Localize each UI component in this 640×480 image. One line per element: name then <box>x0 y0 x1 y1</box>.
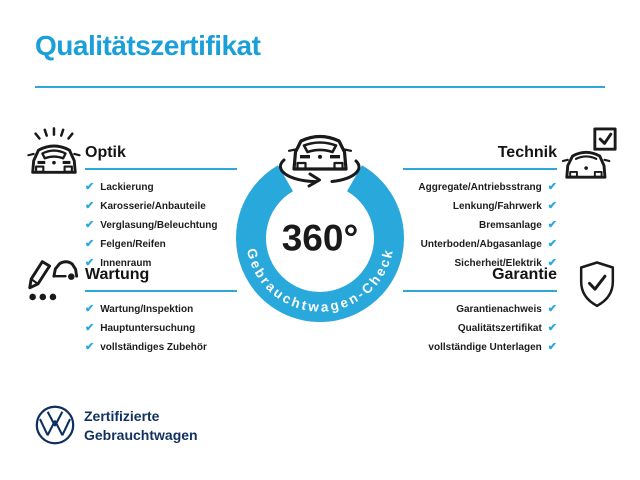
check-icon: ✔ <box>85 303 95 315</box>
item-label: Hauptuntersuchung <box>100 323 196 334</box>
section-wartung-list <box>85 300 237 357</box>
list-item <box>403 178 557 197</box>
section-technik-divider <box>403 168 557 170</box>
check-icon: ✔ <box>85 322 95 334</box>
section-garantie-list <box>403 300 557 357</box>
list-item <box>403 216 557 235</box>
list-item <box>403 319 557 338</box>
item-label: Lenkung/Fahrwerk <box>452 201 542 212</box>
shield-check-icon <box>572 258 622 312</box>
check-icon: ✔ <box>85 238 95 250</box>
section-technik-list <box>403 178 557 273</box>
item-label: Unterboden/Abgasanlage <box>420 239 542 250</box>
item-label: Aggregate/Antriebsstrang <box>418 182 542 193</box>
item-label: Karosserie/Anbauteile <box>100 201 206 212</box>
section-wartung <box>85 266 237 357</box>
list-item <box>85 197 237 216</box>
check-icon: ✔ <box>547 341 557 353</box>
rotating-car-icon <box>270 119 370 189</box>
section-optik-title: Optik <box>85 144 126 161</box>
shiny-car-icon <box>24 124 82 182</box>
brand-line2: Gebrauchtwagen <box>84 427 198 443</box>
ring-curved-text: Gebrauchtwagen-Check <box>244 246 396 315</box>
section-technik-title: Technik <box>497 144 557 161</box>
degree-label: 360° <box>281 217 359 259</box>
list-item <box>85 216 237 235</box>
list-item <box>85 338 237 357</box>
item-label: Qualitätszertifikat <box>457 323 542 334</box>
check-icon: ✔ <box>547 219 557 231</box>
item-label: vollständiges Zubehör <box>100 342 207 353</box>
check-icon: ✔ <box>547 181 557 193</box>
item-label: Verglasung/Beleuchtung <box>100 220 218 231</box>
check-icon: ✔ <box>85 257 95 269</box>
section-optik <box>85 144 237 273</box>
list-item <box>403 300 557 319</box>
section-wartung-divider <box>85 290 237 292</box>
check-icon: ✔ <box>547 200 557 212</box>
list-item <box>403 338 557 357</box>
check-icon: ✔ <box>547 238 557 250</box>
item-label: Garantienachweis <box>456 304 542 315</box>
vw-logo <box>34 404 76 446</box>
list-item <box>85 300 237 319</box>
brand-text <box>84 407 198 445</box>
item-label: Wartung/Inspektion <box>100 304 194 315</box>
list-item <box>85 319 237 338</box>
item-label: Sicherheit/Elektrik <box>454 258 542 269</box>
check-icon: ✔ <box>85 181 95 193</box>
inspection-pencil-car-icon <box>22 252 80 310</box>
check-icon: ✔ <box>85 219 95 231</box>
check-icon: ✔ <box>547 322 557 334</box>
section-garantie <box>403 266 557 357</box>
check-icon: ✔ <box>85 341 95 353</box>
check-icon: ✔ <box>547 303 557 315</box>
item-label: vollständige Unterlagen <box>428 342 542 353</box>
page-title: Qualitätszertifikat <box>35 30 261 61</box>
header-divider <box>35 86 605 88</box>
car-checkbox-icon <box>560 126 620 184</box>
brand-line1: Zertifizierte <box>84 408 160 424</box>
list-item <box>85 178 237 197</box>
item-label: Lackierung <box>100 182 154 193</box>
section-optik-divider <box>85 168 237 170</box>
check-icon: ✔ <box>85 200 95 212</box>
item-label: Felgen/Reifen <box>100 239 166 250</box>
list-item <box>85 235 237 254</box>
check-icon: ✔ <box>547 257 557 269</box>
list-item <box>403 235 557 254</box>
section-garantie-title: Garantie <box>492 266 557 283</box>
section-optik-list <box>85 178 237 273</box>
list-item <box>403 197 557 216</box>
section-technik <box>403 144 557 273</box>
item-label: Bremsanlage <box>478 220 542 231</box>
item-label: Innenraum <box>100 258 152 269</box>
section-garantie-divider <box>403 290 557 292</box>
section-wartung-title: Wartung <box>85 266 150 283</box>
